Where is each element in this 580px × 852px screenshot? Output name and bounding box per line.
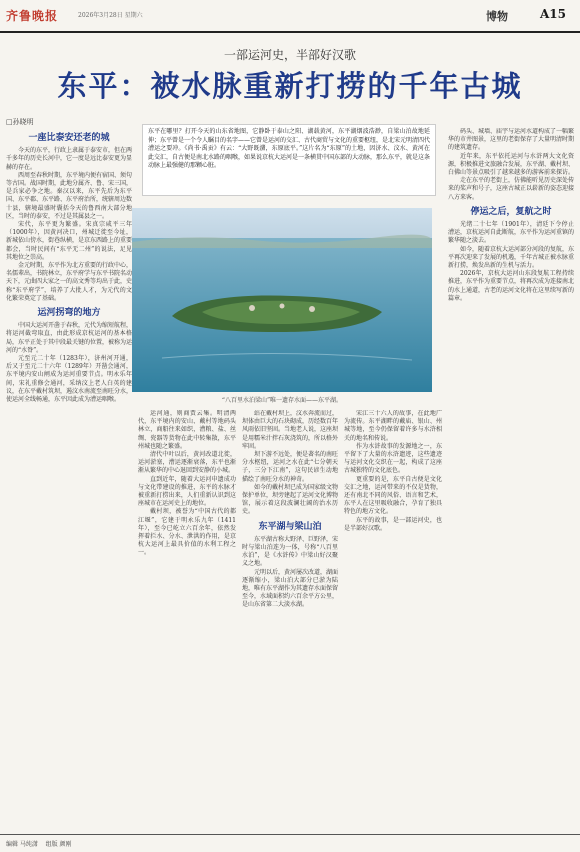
paragraph: 清代中叶以后，黄河改道北徙，运河淤塞，漕运逐渐衰落，东平也渐渐从繁华的中心退回到安静的小城。 [138,451,236,475]
paragraph: 站在戴村坝上，汶水奔流而过，坝体由巨大的石块砌成，历经数百年风雨依旧坚固。当地老人说，这座坝是用糯米汁拌石灰浇筑的，所以格外牢固。 [242,410,338,450]
paragraph: 近年来，东平依托运河与水浒两大文化资源，积极推进文旅融合发展，东平湖、戴村坝、白佛山等景点吸引了越来越多的游客前来探访。 [448,152,574,177]
paragraph: 元至元二十年（1283年），济州河开通，后又于至元二十六年（1289年）开凿会通河，东平境内安山闸成为运河重要节点。明永乐年间，宋礼重修会通河，采纳汶上老人白英的建议，在东平戴村筑坝，遏汶水南流至南旺分水，使运河全线畅通，东平因此成为漕运咽喉。 [6,355,132,404]
weekday: 星期六 [124,12,143,19]
paragraph: 如今，随着京杭大运河部分河段的复航，东平再次迎来了发展的机遇，千年古城正被水脉重新打捞，焕发出新的生机与活力。 [448,245,574,270]
lead-paragraph-box [142,124,436,196]
article-byline: □孙晓明 [6,118,34,126]
photo-caption: “八百里水泊梁山”唯一遗存水面——东平湖。 [221,397,343,404]
subhead-3: 东平湖与梁山泊 [258,521,322,532]
paragraph: 码头、城墙、庙宇与运河水道构成了一幅繁华的市井图景，这里的老街保存了大量明清时期的建筑遗存。 [448,128,574,152]
masthead: 齐鲁晚报 [6,9,59,23]
header-rule [0,31,580,33]
page-footer [0,834,580,852]
paragraph: 坝下游不远处，便是著名的南旺分水枢纽，运河之水在此“七分朝天子，三分下江南”，这句民谚生动地描绘了南旺分水的神奇。 [242,451,338,483]
footer-credits [6,839,71,848]
paragraph: 光绪二十七年（1901年），清廷下令停止漕运，京杭运河自此断航，东平作为运河重镇的繁华随之淡去。 [448,221,574,245]
lake-island-image [132,208,432,392]
paragraph: 更重要的是，东平自古便是文化交汇之地，运河带来的不仅是货物，还有南北不同的风俗、语言和艺术，东平人在这里吸收融合，孕育了独具特色的地方文化。 [344,475,442,516]
page-header [0,0,580,28]
design-credit: 组版 颜刚 [45,841,72,848]
paragraph: 运河通，则商贾云集。明清两代，东平境内的安山、戴村等地码头林立，商船往来如织，漕粮、盐、丝绸、瓷器等货物在此中转集散，东平州城也随之繁盛。 [138,410,236,450]
paragraph: 宋江三十六人的故事，在此地广为流传。东平湖畔的戴庙、银山、州城等地，至今仍保留着许多与水浒相关的地名和传说。 [344,410,442,442]
paragraph: 2026年，京杭大运河山东段复航工程持续推进，东平作为重要节点，将再次成为连接南北的水上通道，古老的运河文化将在这里续写新的篇章。 [448,270,574,302]
paragraph: 东平湖古称大野泽、巨野泽，宋时与梁山泊连为一体，号称“八百里水泊”，是《水浒传》中梁山好汉聚义之地。 [242,535,338,568]
paragraph: 金元时期，东平作为北方重要的行政中心，名儒辈出，书院林立，东平府学与东平书院名动天下，元曲四大家之一的高文秀等均出于此，史称“东平府学”，培养了大批人才，为元代的文化繁荣奠定了基础。 [6,262,132,302]
editor-credit: 编辑 马纯潇 [6,841,38,848]
subhead-4: 停运之后，复航之时 [470,206,552,217]
column-5 [448,128,574,828]
paragraph: 如今的戴村坝已成为国家级文物保护单位，坝旁建起了运河文化博物馆，展示着这段波澜壮阔的治水历史。 [242,483,338,516]
article-headline: 东平：被水脉重新打捞的千年古城 [57,69,523,103]
paragraph: 元明以后，黄河屡次改道，湖面逐渐缩小，梁山泊大部分已淤为陆地，唯有东平湖作为其遗存水面保留至今，水域面积约六百余平方公里，是山东省第二大淡水湖。 [242,568,338,609]
paragraph: 中国大运河开凿于春秋，元代为缩短航程，将运河截弯取直，由此形成京杭运河的基本格局，东平正处于其中段最关键的位置，被称为运河的“水脊”。 [6,322,132,354]
paragraph: 西周至春秋时期，东平境内便有宿国、须句等古国。战国时期，此地分属齐、鲁、宋三国，是兵家必争之地。秦汉以来，东平先后为东平国、东平郡、东平路、东平府治所，统辖周边数十县，辖境最盛时囊括今天的鲁西南大部分地区，当时的泰安，不过是其属县之一。 [6,171,132,220]
paragraph: 走在东平的老街上，仿佛能听见历史深处传来的桨声和号子，这座古城正以崭新的姿态迎接八方来客。 [448,177,574,201]
date: 2026年3月28日 [78,12,123,19]
lead-text: 东平在哪里？打开今天的山东省地图，它静卧于泰山之阳、湖载黄河，东平湖烟波浩渺，自梁山泊故地延伸；东平曾是一个令人瞩目的名字——它曾是运河的交汇、古代商贸与文化的重要枢纽，是北宋元明清四代漕运之要冲。《尚书·禹贡》有云：“大野既潴，东原底平。”这片名为“东原”的土地，因济水、汶水、黄河在此交汇，自古便是南北水路的咽喉，如果说京杭大运河是一条横贯中国东部的大动脉，那么东平，就是这条动脉上最强健的那颗心脏。 [148,128,431,170]
article-kicker: 一部运河史，半部好汉歌 [223,48,356,62]
subhead-2: 运河拐弯的地方 [37,308,101,319]
paragraph: 直到近年，随着大运河申遗成功与文化带建设的推进，东平的水脉才被重新打捞出来，人们重新认识到这座城市在运河史上的地位。 [138,475,236,508]
paragraph: 东平的故事，是一部运河史，也是半部好汉歌。 [344,516,442,532]
column-4 [344,410,442,830]
lake-photo [132,208,432,392]
section-name: 博物 [486,10,508,23]
page-number: A15 [540,7,567,21]
subhead-1: 一座比泰安还老的城 [28,133,110,143]
column-3 [242,410,338,830]
paragraph: 作为水浒故事的发源地之一，东平留下了大量的水浒遗迹，这些遗迹与运河文化交织在一起，构成了这座古城独特的文化底色。 [344,442,442,475]
column-2 [138,410,236,830]
paragraph: 今天的东平，行政上隶属于泰安市，但在两千多年的历史长河中，它一度是远比泰安更为显赫的存在。 [6,147,132,171]
issue-date [78,10,143,19]
paragraph: 宋代，东平更为繁盛。宋真宗咸平三年（1000年），因黄河决口，州城迁徙至今址，新城依山傍水，街巷纵横，是京东西路上的重要都会，当时民间有“东平无二州”的说法，足见其地位之崇高。 [6,221,132,261]
column-1 [6,128,132,828]
paragraph: 戴村坝，被誉为“中国古代的都江堰”，它建于明永乐九年（1411年），至今已屹立六百余年，依然发挥着拦水、分水、泄洪的作用，是京杭大运河上最具价值的水利工程之一。 [138,508,236,557]
